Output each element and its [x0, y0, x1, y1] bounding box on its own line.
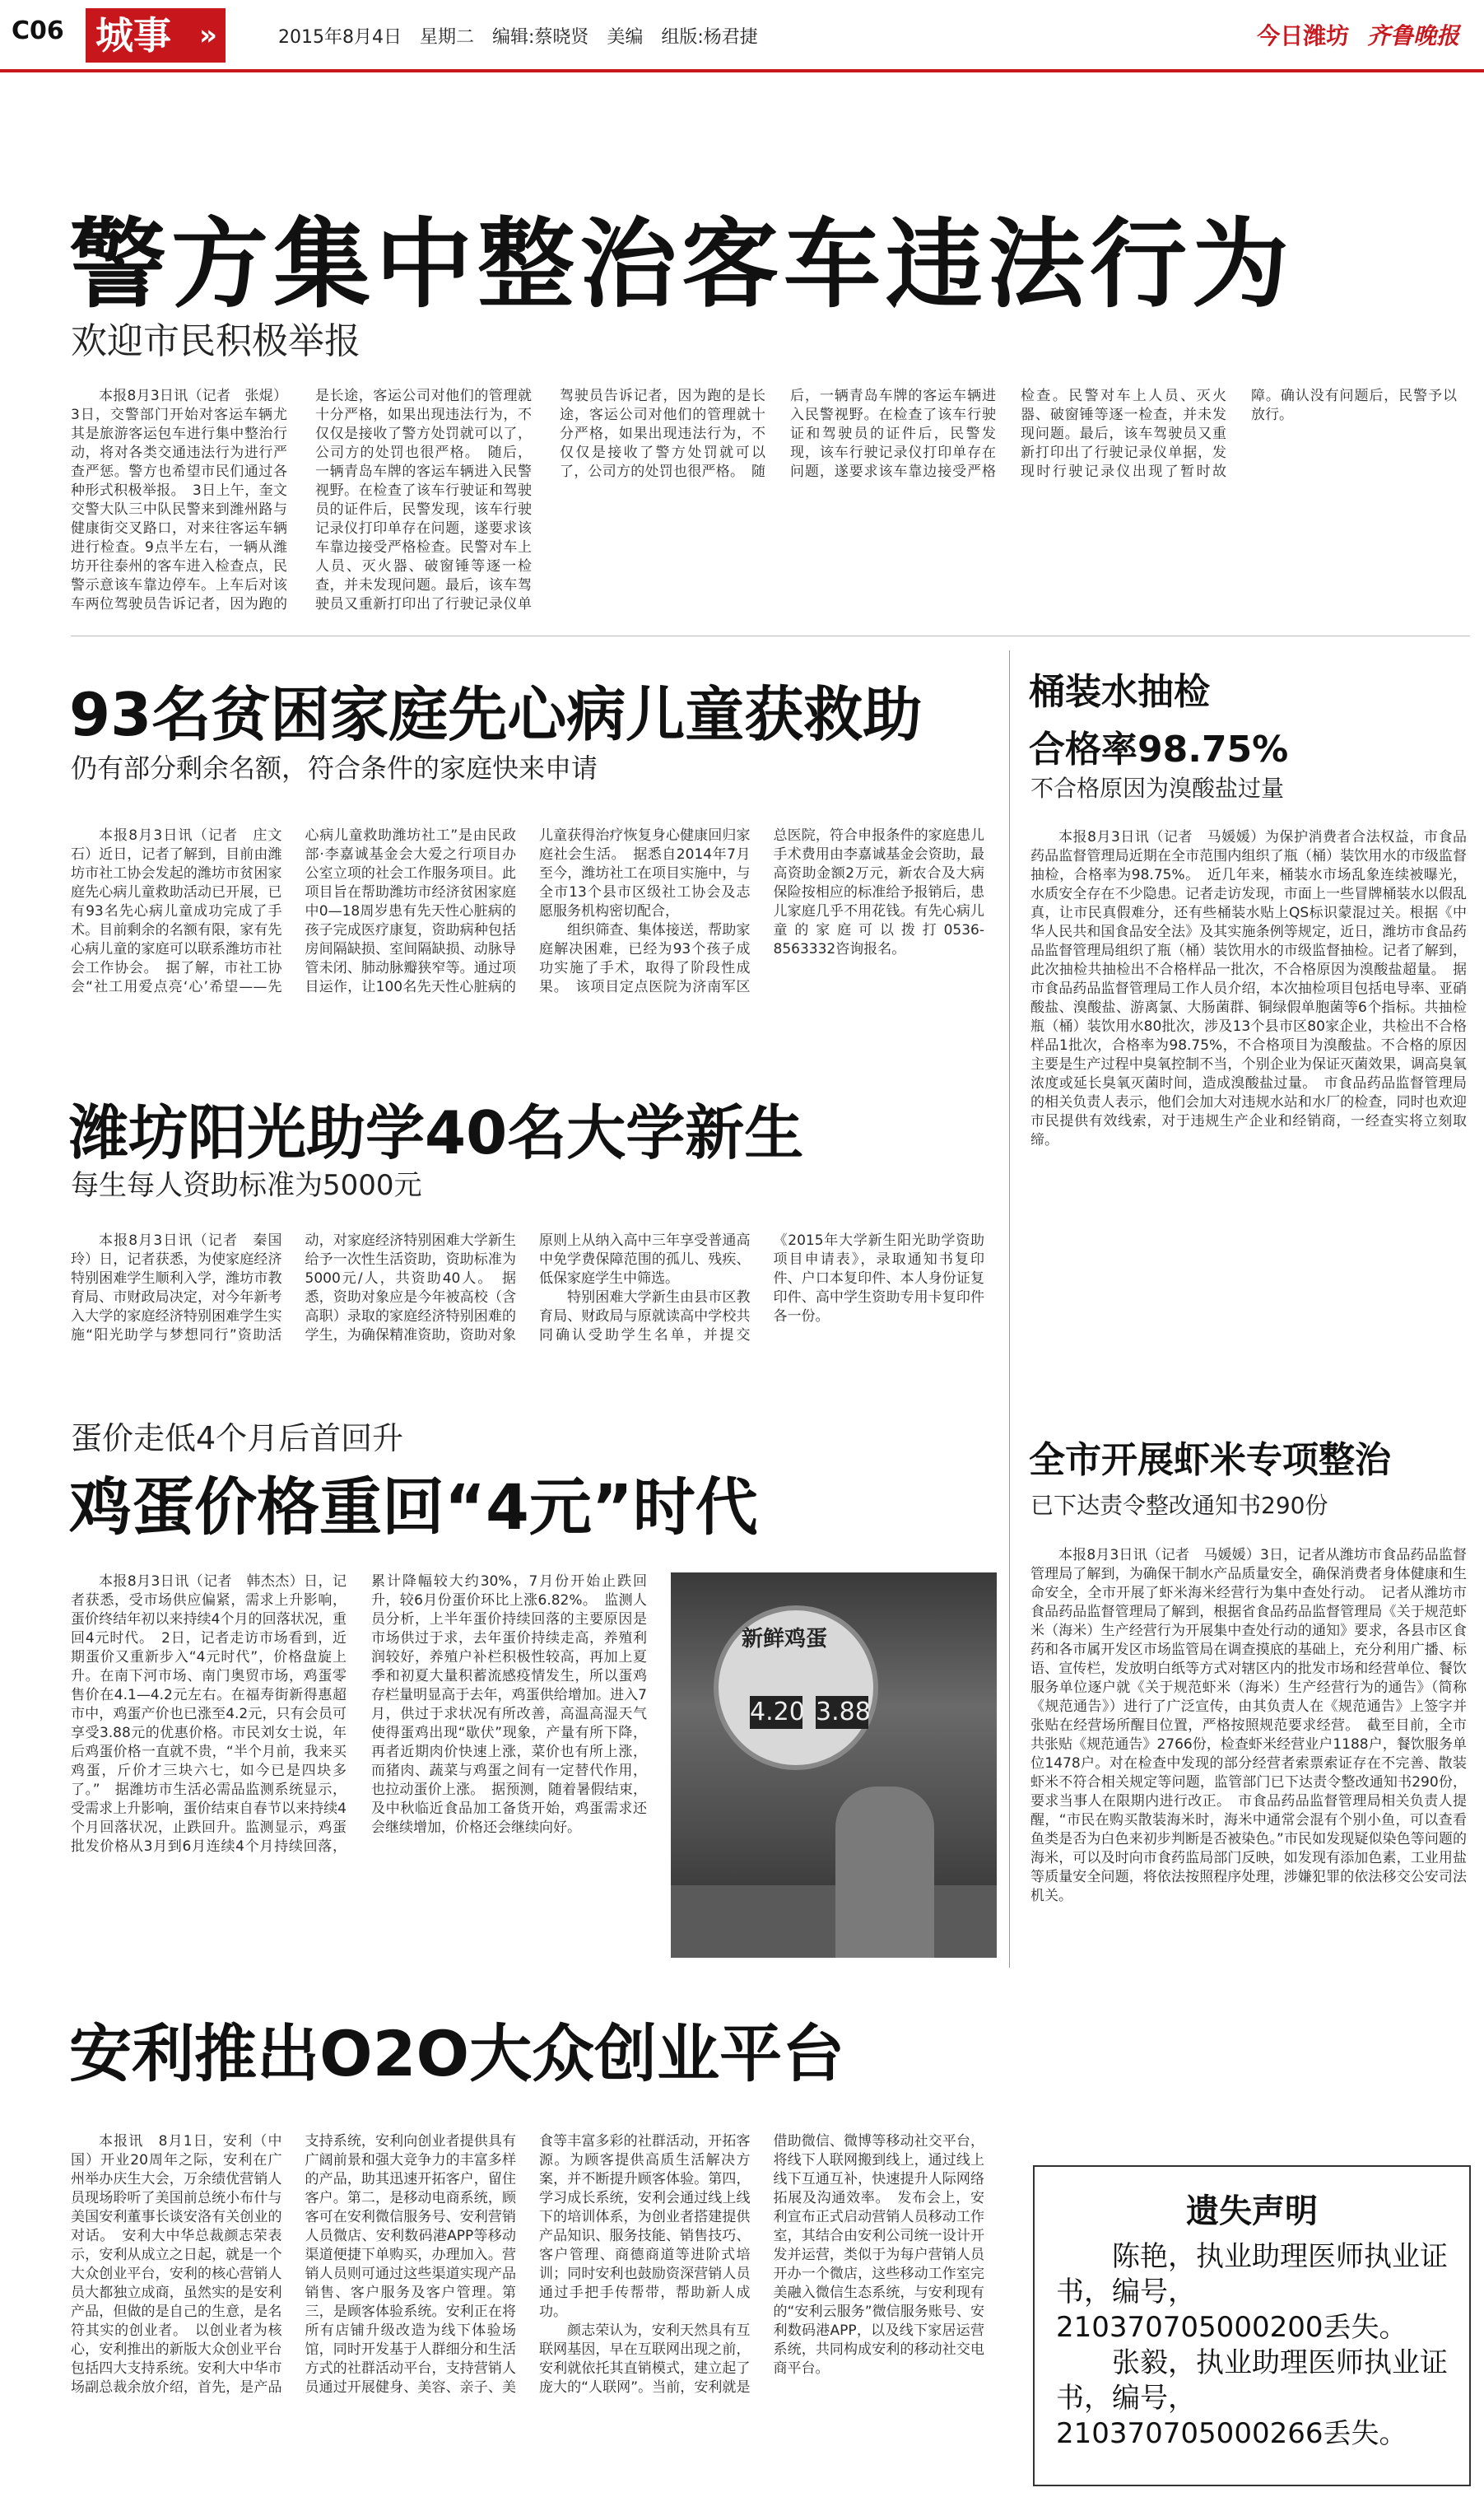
headline-police: 警方集中整治客车违法行为 — [69, 207, 1295, 321]
article-water-text: 本报8月3日讯（记者 马媛媛）为保护消费者合法权益，市食品药品监督管理局近期在全市范围内组织了瓶（桶）装饮用水的市级监督抽检，合格率为98.75%。 近几年来，桶装水市场乱象连续被曝光，水质安全存在不少隐患。记者走访发现，市面上一些冒牌桶装水以假乱真，让市民真假难分，还有些桶装水贴上QS标识蒙混过关。根据《中华人民共和国食品安全法》及其实施条例等规定，近日，潍坊市食品药品监督管理局组织了瓶（桶）装饮用水的市级监督抽检。记者了解到，此次抽检共抽检出不合格样品一批次，不合格原因为溴酸盐超量。 据市食品药品监督管理局工作人员介绍，本次抽检项目包括电导率、亚硝酸盐、溴酸盐、游离氯、大肠菌群、铜绿假单胞菌等6个指标。共抽检瓶（桶）装饮用水80批次，涉及13个县市区80家企业，共检出不合格样品1批次，合格率为98.75%，不合格项目为溴酸盐。不合格的原因主要是生产过程中臭氧控制不当，个别企业为保证灭菌效果，调高臭氧浓度或延长臭氧灭菌时间，造成溴酸盐过量。 市食品药品监督管理局的相关负责人表示，他们会加大对违规水站和水厂的检查，同时也欢迎市民提供有效线索，对于违规生产企业和经销商，一经查实将立刻取缔。 — [1030, 829, 1467, 1148]
notice-title: 遗失声明 — [1186, 2192, 1318, 2230]
sign-price-b: 3.88 — [816, 1696, 868, 1729]
section-name: 城事 — [95, 13, 171, 58]
headline-heart: 93名贫困家庭先心病儿童获救助 — [69, 680, 923, 749]
article-o2o-text1: 本报讯 8月1日，安利（中国）开业20周年之际，安利在广州举办庆生大会，万余绩优营销人员现场聆听了美国前总统小布什与美国安利董事长谈安洛有关创业的对话。 安利大中华总裁颜志荣表示，安利从成立之日起，就是一个大众创业平台，安利的核心营销人员大都独立成商，虽然实的是安利产品，但做的是自己的生意，是名符其实的创业者。 以创业者为核心，安利推出的新版大众创业平台包括四大支持系统。安利大中华市场副总裁余放介绍，首先，是产品支持系统，安利向创业者提供具有广阔前景和强大竞争力的丰富多样的产品，助其迅速开拓客户，留住客户。第二，是移动电商系统，顾客可在安利微信服务号、安利营销人员微店、安利数码港APP等移动渠道便捷下单购买，办理加入。营销人员则可通过这些渠道实现产品销售、客户服务及客户管理。第三，是顾客体验系统。安利正在将所有店铺升级改造为线下体验场馆，同时开发基于人群细分和生活方式的社群活动平台，支持营销人员通过开展健身、美容、亲子、美食等丰富多彩的社群活动，开拓客源。为顾客提供高质生活解决方案，并不断提升顾客体验。第四，学习成长系统，安利会通过线上线下的培训体系，为创业者搭建提供产品知识、服务技能、销售技巧、客户管理、商德商道等进阶式培训；同时安利也鼓励资深营销人员通过手把手传帮带，帮助新人成功。 — [71, 2133, 751, 2396]
double-chevron-right-icon: » — [199, 19, 217, 52]
notice-body — [1056, 2239, 1451, 2452]
article-police-col2 — [560, 387, 1457, 614]
subhead-heart: 仍有部分剩余名额，符合条件的家庭快来申请 — [71, 752, 598, 784]
egg-counter — [671, 1885, 997, 1958]
newspaper-logo: 齐鲁晚报 — [1366, 22, 1459, 49]
article-students-text2: 特别困难大学新生由县市区教育局、财政局与原就读高中学校共同确认受助学生名单，并提交《2015年大学新生阳光助学资助项目申请表》，录取通知书复印件、户口本复印件、本人身份证复印件、高中学生资助专用卡复印件各一份。 — [539, 1232, 984, 1344]
article-heart-text2: 组织筛查、集体接送，帮助家庭解决困难，已经为93个孩子成功实施了手术，取得了阶段性成果。 该项目定点医院为济南军区总医院，符合申报条件的家庭患儿手术费用由李嘉诚基金会资助，最高资助金额2万元，新农合及大病保险按相应的标准给予报销后，患儿家庭几乎不用花钱。有先心病儿童的家庭可以拨打0536-8563332咨询报名。 — [539, 827, 984, 995]
headline-students: 潍坊阳光助学40名大学新生 — [69, 1098, 804, 1167]
masthead-right — [1257, 18, 1459, 51]
shopper-figure — [835, 1787, 934, 1958]
sign-price-a: 4.20 — [750, 1696, 802, 1729]
subhead-police: 欢迎市民积极举报 — [71, 320, 361, 362]
article-police-text2: 驾驶员告诉记者，因为跑的是长途，客运公司对他们的管理就十分严格，如果出现违法行为，不仅仅是接收了警方处罚就可以了，公司方的处罚也很严格。 随后，一辆青岛车牌的客运车辆进入民警视野。在检查了该车行驶证和驾驶员的证件后，民警发现，该车行驶记录仪打印单存在问题，遂要求该车靠边接受严格检查。民警对车上人员、灭火器、破窗锤等逐一检查，并未发现问题。最后，该车驾驶员又重新打印出了行驶记录仪单据，发现时行驶记录仪出现了暂时故障。确认没有问题后，民警予以放行。 — [560, 388, 1457, 480]
subhead-water: 不合格原因为溴酸盐过量 — [1030, 775, 1285, 802]
subhead-shrimp: 已下达责令整改通知书290份 — [1030, 1492, 1328, 1519]
notice-line: 张毅，执业助理医师执业证书，编号，210370705000266丢失。 — [1056, 2346, 1448, 2450]
issue-info: 2015年8月4日 星期二 编辑:蔡晓贤 美编 组版:杨君捷 — [278, 27, 758, 48]
article-students-body — [71, 1232, 984, 1391]
headline-eggs: 鸡蛋价格重回“4元”时代 — [69, 1470, 758, 1544]
article-police-text1: 本报8月3日讯（记者 张焜）3日，交警部门开始对客运车辆尤其是旅游客运包车进行集中整治行动，将对各类交通违法行为进行严查严惩。警方也希望市民们通过各种形式积极举报。 3日上午，奎文交警大队三中队民警来到潍州路与健康街交叉路口，对来往客运车辆进行检查。9点半左右，一辆从潍坊开往泰州的客车进入检查点，民警示意该车靠边停车。上车后对该车两位驾驶员告诉记者，因为跑的是长途，客运公司对他们的管理就十分严格，如果出现违法行为，不仅仅是接收了警方处罚就可以了，公司方的处罚也很严格。 随后，一辆青岛车牌的客运车辆进入民警视野。在检查了该车行驶证和驾驶员的证件后，民警发现，该车行驶记录仪打印单存在问题，遂要求该车靠边接受严格检查。民警对车上人员、灭火器、破窗锤等逐一检查，并未发现问题。最后，该车驾驶员又重新打印出了行驶记录仪单 — [71, 388, 532, 613]
article-o2o-body — [71, 2132, 984, 2495]
section-tag — [86, 8, 226, 63]
column-rule — [1009, 650, 1010, 1968]
article-eggs-body — [71, 1572, 647, 1959]
headline-water-2: 合格率98.75% — [1029, 729, 1289, 771]
eggs-photo — [671, 1572, 997, 1958]
article-students-text1: 本报8月3日讯（记者 秦国玲）日，记者获悉，为使家庭经济特别困难学生顺利入学，潍坊市教育局、市财政局决定，对今年新考入大学的家庭经济特别困难学生实施“阳光助学与梦想同行”资助活动，对家庭经济特别困难大学新生给予一次性生活资助，资助标准为5000元/人，共资助40人。 据悉，资助对象应是今年被高校（含高职）录取的家庭经济特别困难的学生，为确保精准资助，资助对象原则上从纳入高中三年享受普通高中免学费保障范围的孤儿、残疾、低保家庭学生中筛选。 — [71, 1232, 751, 1344]
article-shrimp-text: 本报8月3日讯（记者 马媛媛）3日，记者从潍坊市食品药品监督管理局了解到，为确保干制水产品质量安全，确保消费者身体健康和生命安全，全市开展了虾米海米经营行为集中查处行动。 记者从潍坊市食品药品监督管理局了解到，根据省食品药品监督管理局《关于规范虾米（海米）生产经营行为开展集中查处行动的通知》要求，各县市区食药和各市属开发区市场监管局在调查摸底的基础上，充分利用广播、标语、宣传栏，发放明白纸等方式对辖区内的批发市场和经营单位、餐饮服务单位逐户就《关于规范虾米（海米）生产经营行为的通告》（简称《规范通告》）进行了广泛宣传，由其负责人在《规范通告》上签字并张贴在经营场所醒目位置，严格按照规范要求经营。 截至目前，全市共张贴《规范通告》2766份，检查虾米经营业户1188户，餐饮服务单位1478户。对在检查中发现的部分经营者索票索证存在不完善、散装虾米不符合相关规定等问题，监管部门已下达责令整改通知书290份，要求当事人在限期内进行改正。 市食品药品监督管理局相关负责人提醒，“市民在购买散装海米时，海米中通常会混有个别小鱼，可以查看鱼类是否为白色来初步判断是否被染色。”市民如发现疑似染色等问题的海米，可以及时向市食药监局部门反映，如发现有添加色素，工业用盐等质量安全问题，将依法按照程序处理，涉嫌犯罪的依法移交公安司法机关。 — [1030, 1547, 1467, 1904]
headline-water-1: 桶装水抽检 — [1029, 671, 1210, 713]
page-number: C06 — [12, 16, 64, 45]
column-label: 今日潍坊 — [1257, 22, 1350, 49]
headline-o2o: 安利推出O2O大众创业平台 — [69, 2017, 845, 2090]
lost-notice-box — [1033, 2165, 1471, 2486]
article-o2o-text2: 颜志荣认为，安利天然具有互联网基因，早在互联网出现之前，安利就依托其直销模式，建立起了庞大的“人联网”。当前，安利就是借助微信、微博等移动社交平台，将线下人联网搬到线上，通过线上线下互通互补，快速提升人际网络拓展及沟通效率。 发布会上，安利宣布正式启动营销人员移动工作室，其结合由安利公司统一设计开发并运营，类似于为每户营销人员开办一个微店，这些移动工作室完美融入微信生态系统，与安利现有的“安利云服务”微信服务账号、安利数码港APP，以及线下家居运营系统，共同构成安利的移动社交电商平台。 — [539, 2133, 984, 2396]
article-heart-body — [71, 827, 984, 1052]
article-eggs-text: 本报8月3日讯（记者 韩杰杰）日，记者获悉，受市场供应偏紧，需求上升影响，蛋价终结年初以来持续4个月的回落状况，重回4元时代。 2日，记者走访市场看到，近期蛋价又重新步入“4元时代”，价格盘旋上升。在南下河市场、南门奥贸市场，鸡蛋零售价在4.1—4.2元左右。在福寿街新得惠超市中，鸡蛋产价也已涨至4.2元，只有会员可享受3.88元的优惠价格。市民刘女士说，年后鸡蛋价格一直就不贵，“半个月前，我来买鸡蛋，斤价才三块六七，如今已是四块多了。” 据潍坊市生活必需品监测系统显示，受需求上升影响，蛋价结束自春节以来持续4个月回落状况，止跌回升。监测显示，鸡蛋批发价格从3月到6月连续4个月持续回落，累计降幅较大约30%，7月份开始止跌回升，较6月份蛋价环比上涨6.82%。 监测人员分析，上半年蛋价持续回落的主要原因是市场供过于求，去年蛋价持续走高，养殖利润较好，养殖户补栏积极性较高，再加上夏季和初夏大量积蓄流感疫情发生，所以蛋鸡存栏量明显高于去年，鸡蛋供给增加。进入7月，供过于求状况有所改善，高温高湿天气使得蛋鸡出现“歇伏”现象，产量有所下降，再者近期肉价快速上涨，菜价也有所上涨，而猪肉、蔬菜与鸡蛋之间有一定替代作用，也拉动蛋价上涨。 据预测，随着暑假结束，及中秋临近食品加工备货开始，鸡蛋需求还会继续增加，价格还会继续向好。 — [71, 1573, 647, 1855]
article-water-body — [1030, 828, 1467, 1386]
headline-shrimp: 全市开展虾米专项整治 — [1029, 1439, 1391, 1481]
masthead — [0, 0, 1484, 72]
article-shrimp-body — [1030, 1546, 1467, 2147]
kicker-eggs: 蛋价走低4个月后首回升 — [71, 1420, 404, 1456]
subhead-students: 每生每人资助标准为5000元 — [71, 1169, 422, 1202]
sign-title: 新鲜鸡蛋 — [742, 1627, 828, 1651]
article-police-col1 — [71, 387, 532, 614]
notice-line: 陈艳，执业助理医师执业证书，编号，210370705000200丢失。 — [1056, 2240, 1448, 2344]
article-heart-text1: 本报8月3日讯（记者 庄文石）近日，记者了解到，目前由潍坊市社工协会发起的潍坊市贫困家庭先心病儿童救助活动已开展，已有93名先心病儿童成功完成了手术。目前剩余的名额有限，家有先心病儿童的家庭可以联系潍坊市社会工作协会。 据了解，市社工协会“社工用爱点亮‘心’希望——先心病儿童救助潍坊社工”是由民政部·李嘉诚基金会大爱之行项目办公室立项的社会工作服务项目。此项目旨在帮助潍坊市经济贫困家庭中0—18周岁患有先天性心脏病的孩子完成医疗康复，资助病种包括房间隔缺损、室间隔缺损、动脉导管未闭、肺动脉瓣狭窄等。通过项目运作，让100名先天性心脏病的儿童获得治疗恢复身心健康回归家庭社会生活。 据悉自2014年7月至今，潍坊社工在项目实施中，与全市13个县市区级社工协会及志愿服务机构密切配合， — [71, 827, 751, 995]
